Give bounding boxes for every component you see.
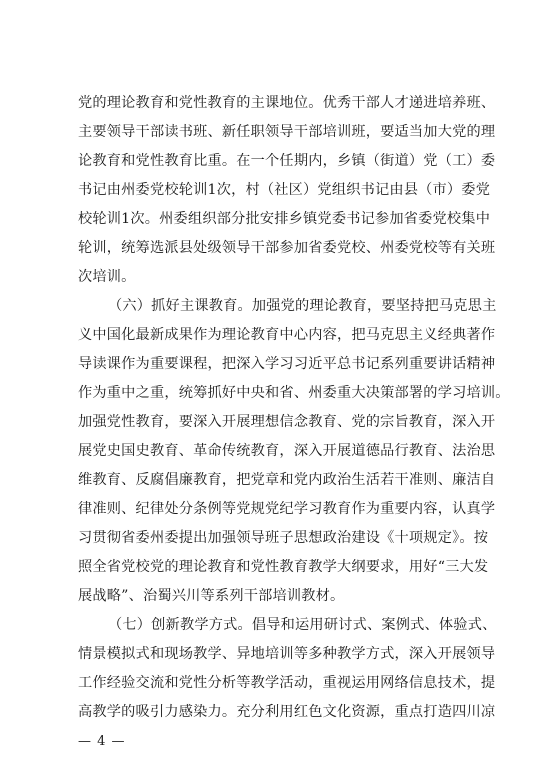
page-number: — 4 — <box>78 734 126 749</box>
text-line: 照全省党校党的理论教育和党性教育教学大纲要求，用好“三大发 <box>78 559 489 575</box>
text-line: 轮训，统筹选派县处级领导干部参加省委党校、州委党校等有关班 <box>78 240 496 256</box>
section-heading-line: （六）抓好主课教育。加强党的理论教育，要坚持把马克思主 <box>108 298 497 314</box>
text-line: 党的理论教育和党性教育的主课地位。优秀干部人才递进培养班、 <box>78 95 496 111</box>
section-heading-line: （七）创新教学方式。倡导和运用研讨式、案例式、体验式、 <box>108 617 497 633</box>
text-line: 校轮训1次。州委组织部分批安排乡镇党委书记参加省委党校集中 <box>78 211 491 227</box>
text-line: 加强党性教育，要深入开展理想信念教育、党的宗旨教育，深入开 <box>78 414 496 430</box>
text-line: 维教育、反腐倡廉教育，把党章和党内政治生活若干准则、廉洁自 <box>78 472 496 488</box>
text-line: 书记由州委党校轮训1次，村（社区）党组织书记由县（市）委党 <box>78 182 491 198</box>
text-line: 工作经验交流和党性分析等教学活动，重视运用网络信息技术，提 <box>78 675 496 691</box>
text-line: 次培训。 <box>78 269 136 285</box>
text-line: 展党史国史教育、革命传统教育，深入开展道德品行教育、法治思 <box>78 443 496 459</box>
text-line: 律准则、纪律处分条例等党规党纪学习教育作为重要内容，认真学 <box>78 501 496 517</box>
text-line: 义中国化最新成果作为理论教育中心内容，把马克思主义经典著作 <box>78 327 496 343</box>
text-line: 主要领导干部读书班、新任职领导干部培训班，要适当加大党的理 <box>78 124 496 140</box>
text-line: 论教育和党性教育比重。在一个任期内，乡镇（街道）党（工）委 <box>78 153 496 169</box>
text-line: 作为重中之重，统筹抓好中央和省、州委重大决策部署的学习培训。 <box>78 385 510 401</box>
text-line: 导读课作为重要课程，把深入学习习近平总书记系列重要讲话精神 <box>78 356 496 372</box>
text-line: 展战略”、治蜀兴川等系列干部培训教材。 <box>78 588 345 604</box>
text-line: 习贯彻省委州委提出加强领导班子思想政治建设《十项规定》。按 <box>78 530 489 546</box>
text-line: 高教学的吸引力感染力。充分利用红色文化资源，重点打造四川凉 <box>78 704 496 720</box>
text-line: 情景模拟式和现场教学、异地培训等多种教学方式，深入开展领导 <box>78 646 496 662</box>
